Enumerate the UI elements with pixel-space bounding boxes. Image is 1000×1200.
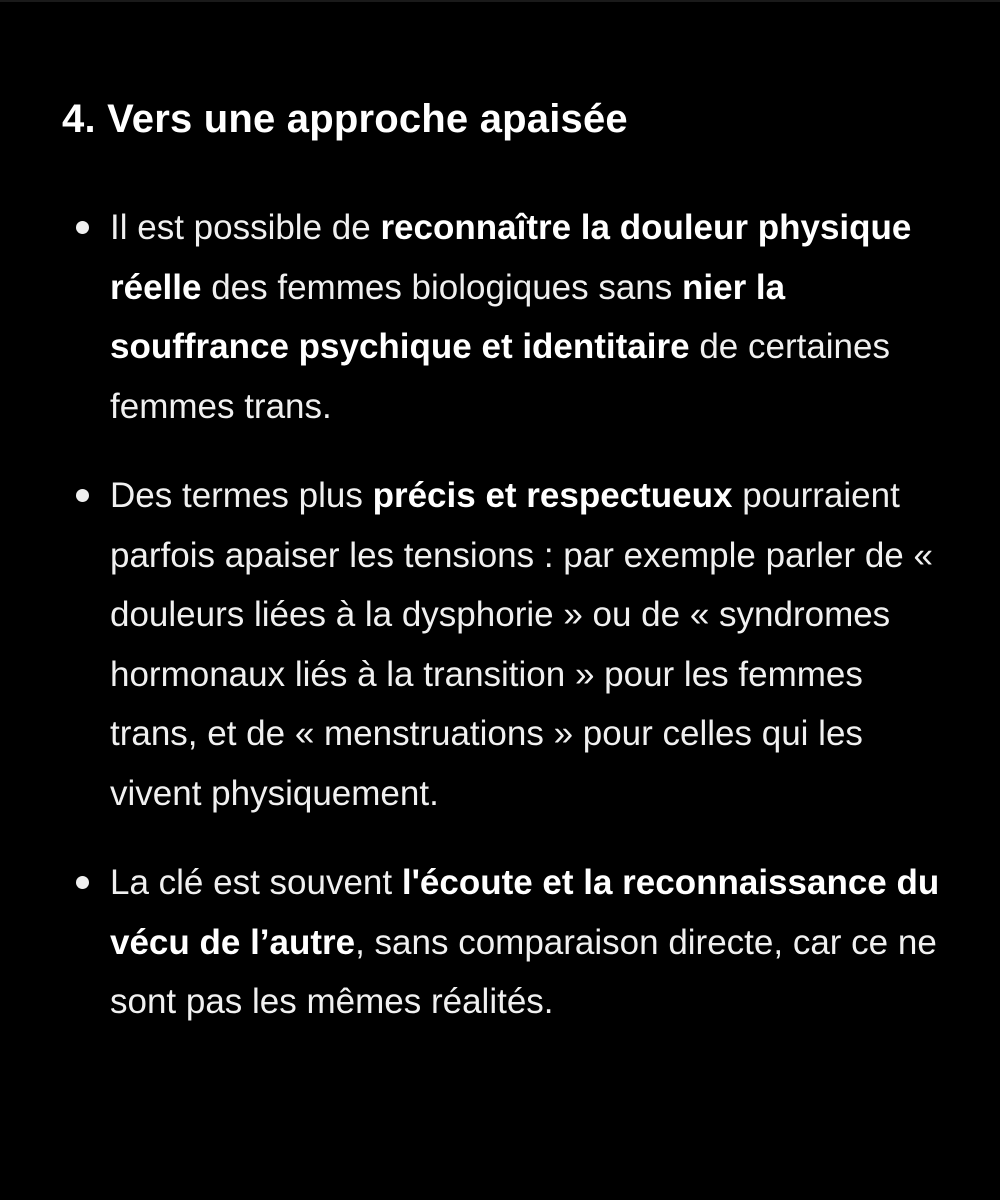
text-segment: La clé est souvent	[110, 863, 402, 902]
bullet-dot-icon	[76, 221, 89, 234]
list-item-text	[110, 863, 939, 1021]
text-segment: des femmes biologiques sans	[201, 267, 683, 307]
bullet-dot-icon	[76, 876, 89, 889]
text-segment: , sans comparaison directe, car ce ne sont pas les mêmes réalités.	[110, 922, 937, 1021]
bullet-dot-icon	[76, 489, 89, 502]
section-heading: 4. Vers une approche apaisée	[62, 97, 628, 141]
list-item	[62, 853, 942, 1032]
text-segment: pourraient parfois apaiser les tensions : par exemple parler de « douleurs liées à la dysphorie » ou de « syndromes hormonaux liés à la transition » pour les femmes trans, et de « menstruations » pour celles qui les vivent physiquement.	[110, 476, 933, 813]
list-item	[62, 198, 942, 436]
bold-text-segment: l'écoute et la reconnaissance du vécu de l’autre	[110, 863, 940, 962]
bold-text-segment: nier la souffrance psychique et identitaire	[110, 267, 786, 366]
content-section	[62, 92, 942, 1062]
bold-text-segment: précis et respectueux	[372, 476, 733, 515]
bold-text-segment: reconnaître la douleur physique réelle	[110, 208, 912, 307]
text-segment: de certaines femmes trans.	[110, 327, 890, 426]
bullet-list	[62, 198, 942, 1032]
top-divider	[0, 0, 1000, 2]
text-segment: Il est possible de	[110, 208, 381, 247]
list-item-text	[110, 476, 933, 813]
list-item	[62, 466, 942, 823]
text-segment: Des termes plus	[110, 476, 373, 515]
list-item-text	[110, 208, 911, 426]
